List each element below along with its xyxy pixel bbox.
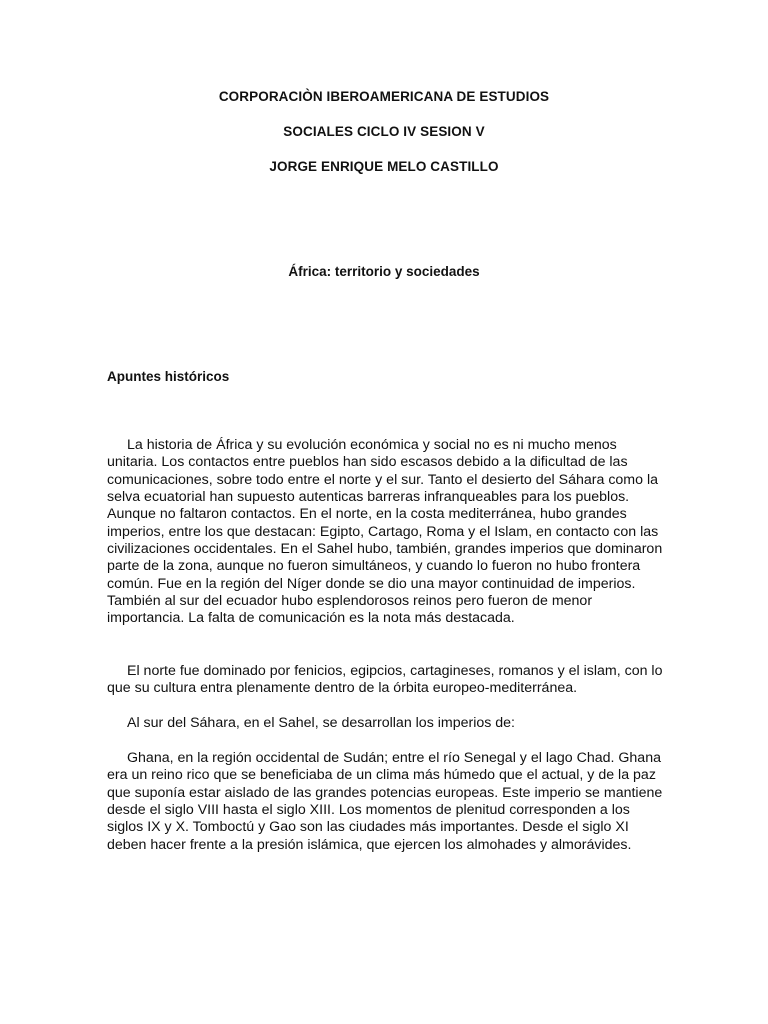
paragraph-ghana: Ghana, en la región occidental de Sudán; entre el río Senegal y el lago Chad. Ghana era un reino rico que se beneficiaba de un clima más húmedo que el actual, y de la paz que suponía estar aislado de las grandes potencias europeas. Este imperio se mantiene desde el siglo VIII hasta el siglo XIII. Los momentos de plenitud corresponden a los siglos IX y X. Tomboctú y Gao son las ciudades más importantes. Desde el siglo XI deben hacer frente a la presión islámica, que ejercen los almohades y almorávides. <box>107 750 663 853</box>
institution-heading: CORPORACIÒN IBEROAMERICANA DE ESTUDIOS <box>218 89 550 104</box>
section-heading: Apuntes históricos <box>107 369 230 384</box>
paragraph-sahel: Al sur del Sáhara, en el Sahel, se desarrollan los imperios de: <box>127 715 516 731</box>
paragraph-north: El norte fue dominado por fenicios, egipcios, cartagineses, romanos y el islam, con lo que su cultura entra plenamente dentro de la órbita europeo-mediterránea. <box>107 663 663 697</box>
paragraph-history: La historia de África y su evolución económica y social no es ni mucho menos unitaria. Los contactos entre pueblos han sido escasos debido a la dificultad de las comunicaciones, sobre todo entre el norte y el sur. Tanto el desierto del Sáhara como la selva ecuatorial han supuesto autenticas barreras infranqueables para los pueblos. Aunque no faltaron contactos. En el norte, en la costa mediterránea, hubo grandes imperios, entre los que destacan: Egipto, Cartago, Roma y el Islam, en contacto con las civilizaciones occidentales. En el Sahel hubo, también, grandes imperios que dominaron parte de la zona, aunque no fueron simultáneos, y cuando lo fueron no hubo frontera común. Fue en la región del Níger donde se dio una mayor continuidad de imperios. También al sur del ecuador hubo esplendorosos reinos pero fueron de menor importancia. La falta de comunicación es la nota más destacada. <box>107 437 663 627</box>
author-heading: JORGE ENRIQUE MELO CASTILLO <box>269 159 499 174</box>
document-title: África: territorio y sociedades <box>288 264 480 279</box>
course-heading: SOCIALES CICLO IV SESION V <box>283 124 485 139</box>
